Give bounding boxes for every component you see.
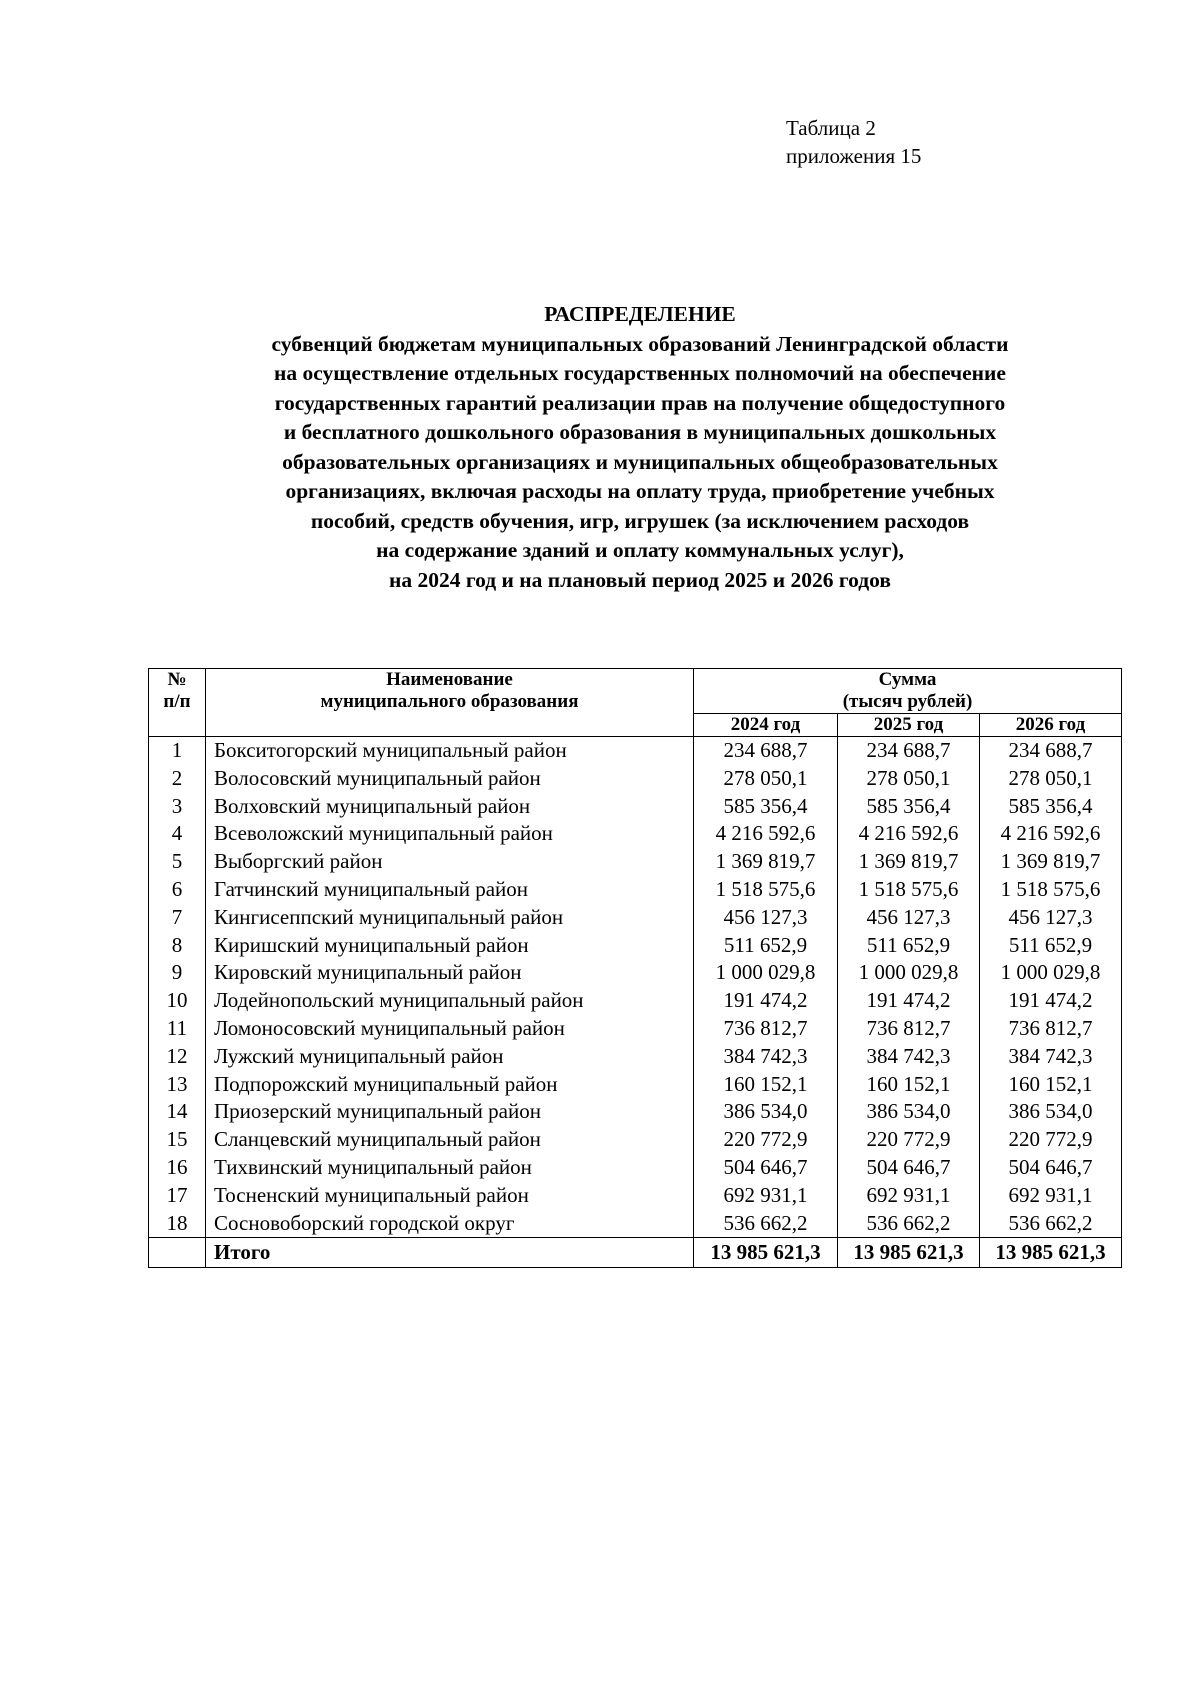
- amount-2024: 511 652,9: [694, 932, 838, 960]
- amount-2025: 160 152,1: [838, 1071, 980, 1099]
- amount-2025: 278 050,1: [838, 765, 980, 793]
- table-row: [149, 793, 1122, 821]
- row-number: 1: [149, 737, 206, 765]
- district-name: Лужский муниципальный район: [206, 1043, 694, 1071]
- amount-2026: 511 652,9: [980, 932, 1122, 960]
- row-number: 3: [149, 793, 206, 821]
- row-number: 4: [149, 820, 206, 848]
- table-row: [149, 876, 1122, 904]
- amount-2026: 1 369 819,7: [980, 848, 1122, 876]
- amount-2025: 220 772,9: [838, 1126, 980, 1154]
- district-name: Тихвинский муниципальный район: [206, 1154, 694, 1182]
- table-row: [149, 987, 1122, 1015]
- amount-2024: 1 369 819,7: [694, 848, 838, 876]
- amount-2024: 1 000 029,8: [694, 959, 838, 987]
- header-name-line: муниципального образования: [320, 691, 579, 712]
- amount-2025: 386 534,0: [838, 1098, 980, 1126]
- district-name: Сланцевский муниципальный район: [206, 1126, 694, 1154]
- header-num: [149, 669, 206, 737]
- district-name: Сосновоборский городской округ: [206, 1210, 694, 1238]
- row-number: 14: [149, 1098, 206, 1126]
- row-number: 15: [149, 1126, 206, 1154]
- table-row: [149, 904, 1122, 932]
- amount-2025: 191 474,2: [838, 987, 980, 1015]
- header-year-2024: 2024 год: [694, 714, 838, 737]
- total-2026: 13 985 621,3: [980, 1238, 1122, 1268]
- amount-2025: 1 000 029,8: [838, 959, 980, 987]
- amount-2025: 384 742,3: [838, 1043, 980, 1071]
- row-number: 2: [149, 765, 206, 793]
- appendix-number: приложения 15: [786, 144, 922, 168]
- table-row: [149, 1071, 1122, 1099]
- header-name-line: Наименование: [386, 669, 513, 690]
- total-row: [149, 1238, 1122, 1268]
- amount-2025: 1 369 819,7: [838, 848, 980, 876]
- row-number: 11: [149, 1015, 206, 1043]
- amount-2025: 536 662,2: [838, 1210, 980, 1238]
- row-number: 10: [149, 987, 206, 1015]
- amount-2024: 504 646,7: [694, 1154, 838, 1182]
- row-number: 5: [149, 848, 206, 876]
- amount-2026: 220 772,9: [980, 1126, 1122, 1154]
- amount-2025: 511 652,9: [838, 932, 980, 960]
- amount-2026: 191 474,2: [980, 987, 1122, 1015]
- amount-2026: 692 931,1: [980, 1182, 1122, 1210]
- amount-2026: 536 662,2: [980, 1210, 1122, 1238]
- amount-2024: 386 534,0: [694, 1098, 838, 1126]
- total-label: Итого: [206, 1238, 694, 1268]
- amount-2026: 1 000 029,8: [980, 959, 1122, 987]
- amount-2024: 384 742,3: [694, 1043, 838, 1071]
- table-row: [149, 765, 1122, 793]
- row-number: 8: [149, 932, 206, 960]
- table-row: [149, 932, 1122, 960]
- header-sum: [694, 669, 1122, 714]
- amount-2025: 456 127,3: [838, 904, 980, 932]
- table-row: [149, 1126, 1122, 1154]
- header-sum-line: (тысяч рублей): [842, 691, 973, 712]
- heading-line: и бесплатного дошкольного образования в муниципальных дошкольных: [283, 420, 997, 444]
- header-name: [206, 669, 694, 737]
- row-number: 16: [149, 1154, 206, 1182]
- district-name: Всеволожский муниципальный район: [206, 820, 694, 848]
- district-name: Ломоносовский муниципальный район: [206, 1015, 694, 1043]
- table-reference: [786, 114, 921, 170]
- amount-2026: 386 534,0: [980, 1098, 1122, 1126]
- amount-2025: 504 646,7: [838, 1154, 980, 1182]
- row-number: 17: [149, 1182, 206, 1210]
- amount-2026: 4 216 592,6: [980, 820, 1122, 848]
- table-row: [149, 1098, 1122, 1126]
- row-number: 6: [149, 876, 206, 904]
- amount-2024: 1 518 575,6: [694, 876, 838, 904]
- amount-2025: 1 518 575,6: [838, 876, 980, 904]
- heading-line: на содержание зданий и оплату коммунальных услуг),: [376, 538, 904, 562]
- district-name: Выборгский район: [206, 848, 694, 876]
- distribution-table: [148, 668, 1122, 1268]
- table-row: [149, 1210, 1122, 1238]
- amount-2026: 736 812,7: [980, 1015, 1122, 1043]
- table-row: [149, 959, 1122, 987]
- amount-2024: 160 152,1: [694, 1071, 838, 1099]
- row-number: 18: [149, 1210, 206, 1238]
- district-name: Кингисеппский муниципальный район: [206, 904, 694, 932]
- district-name: Волосовский муниципальный район: [206, 765, 694, 793]
- amount-2026: 160 152,1: [980, 1071, 1122, 1099]
- header-sum-line: Сумма: [878, 669, 937, 690]
- district-name: Тосненский муниципальный район: [206, 1182, 694, 1210]
- total-num-cell: [149, 1238, 206, 1268]
- amount-2024: 692 931,1: [694, 1182, 838, 1210]
- amount-2026: 234 688,7: [980, 737, 1122, 765]
- amount-2024: 736 812,7: [694, 1015, 838, 1043]
- row-number: 13: [149, 1071, 206, 1099]
- table-row: [149, 1182, 1122, 1210]
- table-row: [149, 848, 1122, 876]
- header-year-2025: 2025 год: [838, 714, 980, 737]
- district-name: Подпорожский муниципальный район: [206, 1071, 694, 1099]
- amount-2025: 585 356,4: [838, 793, 980, 821]
- amount-2024: 585 356,4: [694, 793, 838, 821]
- row-number: 7: [149, 904, 206, 932]
- heading-line: субвенций бюджетам муниципальных образований Ленинградской области: [271, 331, 1009, 356]
- amount-2025: 736 812,7: [838, 1015, 980, 1043]
- amount-2024: 456 127,3: [694, 904, 838, 932]
- amount-2026: 456 127,3: [980, 904, 1122, 932]
- table-row: [149, 1154, 1122, 1182]
- district-name: Бокситогорский муниципальный район: [206, 737, 694, 765]
- amount-2026: 504 646,7: [980, 1154, 1122, 1182]
- row-number: 12: [149, 1043, 206, 1071]
- header-num-line: №: [167, 669, 187, 690]
- table-row: [149, 820, 1122, 848]
- total-2024: 13 985 621,3: [694, 1238, 838, 1268]
- amount-2024: 536 662,2: [694, 1210, 838, 1238]
- document-title: РАСПРЕДЕЛЕНИЕ: [544, 302, 736, 326]
- heading-line: образовательных организациях и муниципальных общеобразовательных: [282, 449, 998, 474]
- amount-2024: 191 474,2: [694, 987, 838, 1015]
- table-row: [149, 1043, 1122, 1071]
- amount-2024: 234 688,7: [694, 737, 838, 765]
- amount-2024: 4 216 592,6: [694, 820, 838, 848]
- document-heading: [140, 300, 1140, 595]
- amount-2024: 278 050,1: [694, 765, 838, 793]
- table-row: [149, 1015, 1122, 1043]
- header-year-2026: 2026 год: [980, 714, 1122, 737]
- amount-2025: 692 931,1: [838, 1182, 980, 1210]
- district-name: Киришский муниципальный район: [206, 932, 694, 960]
- table-number: Таблица 2: [786, 116, 876, 140]
- amount-2026: 278 050,1: [980, 765, 1122, 793]
- row-number: 9: [149, 959, 206, 987]
- district-name: Приозерский муниципальный район: [206, 1098, 694, 1126]
- header-num-line: п/п: [163, 691, 191, 712]
- amount-2025: 4 216 592,6: [838, 820, 980, 848]
- district-name: Кировский муниципальный район: [206, 959, 694, 987]
- heading-line: на 2024 год и на плановый период 2025 и 2026 годов: [389, 567, 891, 592]
- amount-2026: 384 742,3: [980, 1043, 1122, 1071]
- district-name: Лодейнопольский муниципальный район: [206, 987, 694, 1015]
- district-name: Волховский муниципальный район: [206, 793, 694, 821]
- amount-2025: 234 688,7: [838, 737, 980, 765]
- heading-line: пособий, средств обучения, игр, игрушек (за исключением расходов: [310, 508, 970, 533]
- amount-2024: 220 772,9: [694, 1126, 838, 1154]
- heading-line: на осуществление отдельных государственных полномочий на обеспечение: [274, 361, 1006, 385]
- amount-2026: 1 518 575,6: [980, 876, 1122, 904]
- heading-line: организациях, включая расходы на оплату труда, приобретение учебных: [285, 479, 995, 503]
- heading-line: государственных гарантий реализации прав на получение общедоступного: [274, 390, 1006, 415]
- district-name: Гатчинский муниципальный район: [206, 876, 694, 904]
- total-2025: 13 985 621,3: [838, 1238, 980, 1268]
- amount-2026: 585 356,4: [980, 793, 1122, 821]
- table-row: [149, 737, 1122, 765]
